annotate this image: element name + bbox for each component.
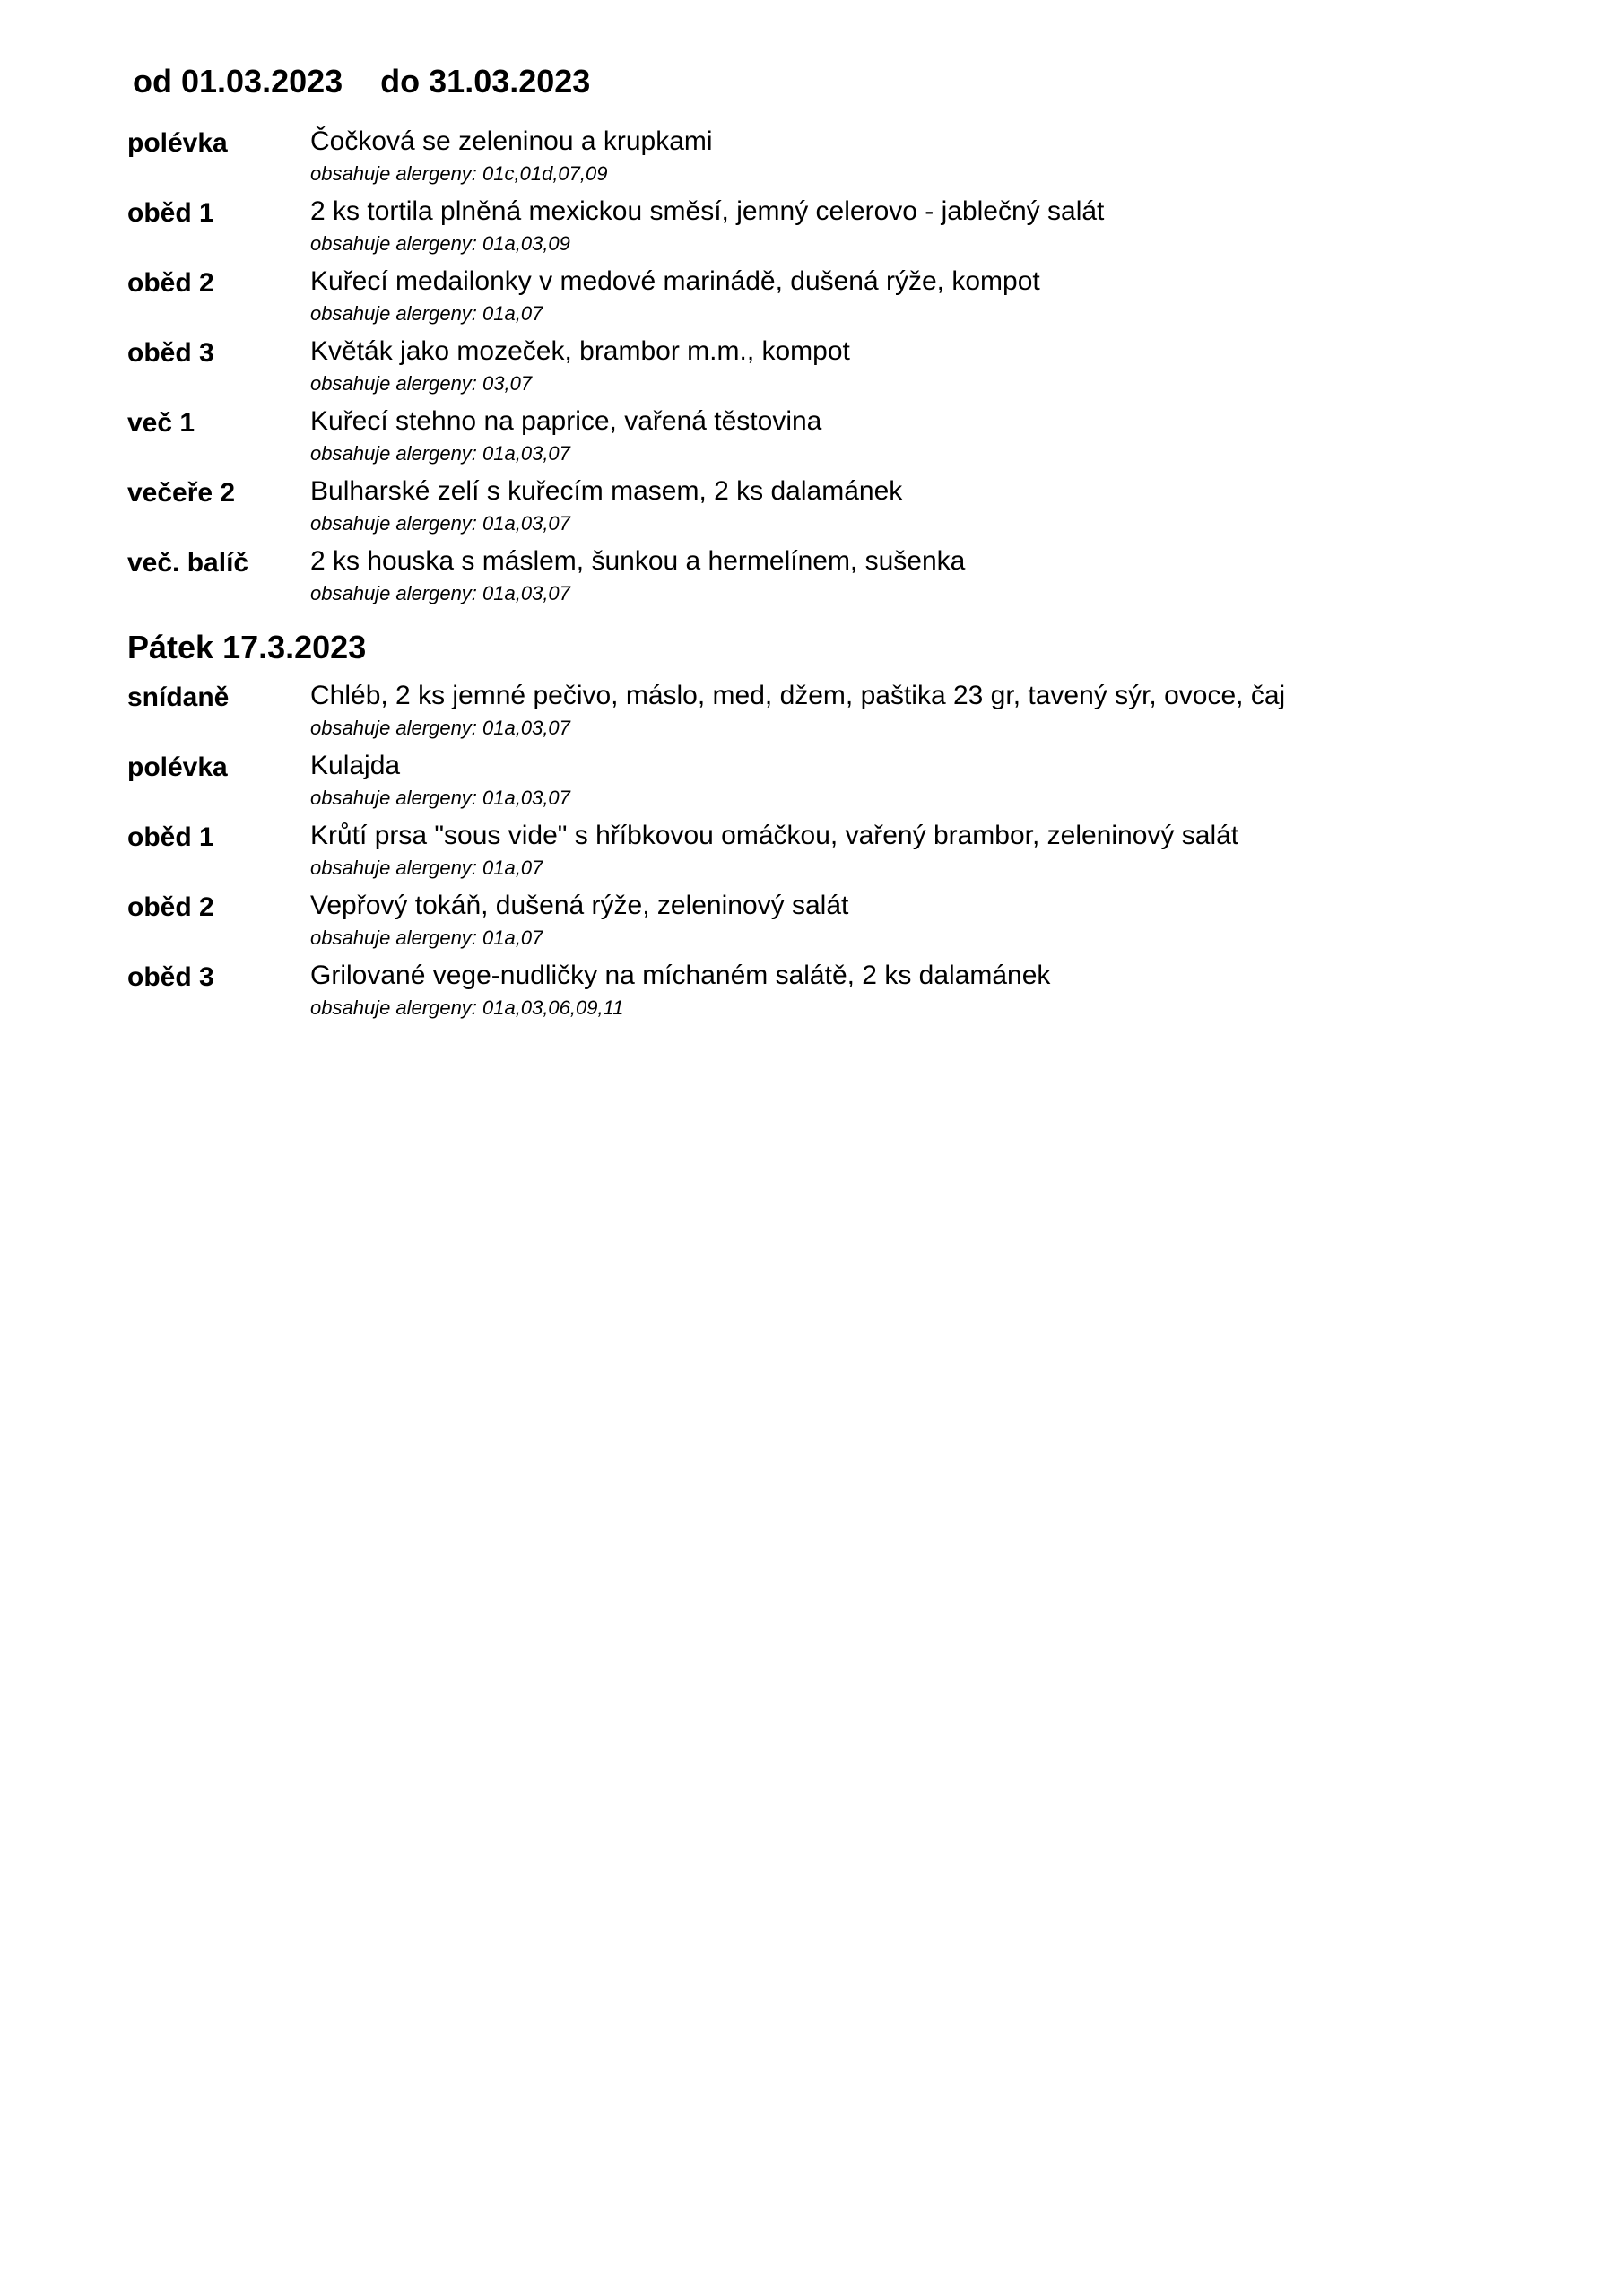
meal-label: oběd 1 — [127, 198, 214, 228]
meal-row — [127, 820, 1526, 890]
meal-label: več 1 — [127, 408, 195, 438]
meal-label: večeře 2 — [127, 478, 236, 508]
meal-label: polévka — [127, 128, 228, 158]
meal-row — [127, 960, 1526, 1030]
day-title: Pátek 17.3.2023 — [127, 629, 367, 665]
meal-allergens: obsahuje alergeny: 03,07 — [310, 372, 533, 395]
meal-row — [127, 890, 1526, 960]
meal-allergens: obsahuje alergeny: 01a,03,07 — [310, 787, 570, 809]
meal-allergens: obsahuje alergeny: 01a,03,07 — [310, 442, 570, 465]
meal-label: snídaně — [127, 683, 230, 712]
meal-label: oběd 2 — [127, 892, 214, 922]
meal-name: Kuřecí medailonky v medové marinádě, dušená rýže, kompot — [310, 266, 1040, 296]
meal-allergens: obsahuje alergeny: 01a,03,06,09,11 — [310, 996, 624, 1019]
meal-allergens: obsahuje alergeny: 01a,07 — [310, 857, 543, 879]
meal-row — [127, 545, 1526, 615]
meal-label: polévka — [127, 752, 228, 782]
meal-name: Kuřecí stehno na paprice, vařená těstovina — [310, 406, 822, 436]
meal-row — [127, 265, 1526, 335]
meal-row — [127, 126, 1526, 196]
meal-row — [127, 680, 1526, 750]
menu-section-monthly — [127, 126, 1526, 615]
meal-name: Kulajda — [310, 751, 401, 780]
meal-name: Květák jako mozeček, brambor m.m., kompot — [310, 336, 850, 366]
meal-name: Chléb, 2 ks jemné pečivo, máslo, med, džem, paštika 23 gr, tavený sýr, ovoce, čaj — [310, 681, 1286, 710]
meal-label: oběd 1 — [127, 822, 214, 852]
meal-allergens: obsahuje alergeny: 01c,01d,07,09 — [310, 162, 608, 185]
meal-allergens: obsahuje alergeny: 01a,03,07 — [310, 717, 570, 739]
meal-row — [127, 405, 1526, 475]
meal-name: 2 ks houska s máslem, šunkou a hermelínem, sušenka — [310, 546, 966, 576]
meal-label: oběd 3 — [127, 962, 214, 992]
meal-name: Vepřový tokáň, dušená rýže, zeleninový salát — [310, 891, 849, 920]
meal-allergens: obsahuje alergeny: 01a,03,09 — [310, 232, 570, 255]
meal-label: oběd 3 — [127, 338, 214, 368]
meal-row — [127, 750, 1526, 820]
date-from: od 01.03.2023 — [133, 63, 343, 100]
meal-allergens: obsahuje alergeny: 01a,03,07 — [310, 582, 570, 604]
meal-name: Grilované vege-nudličky na míchaném salátě, 2 ks dalamánek — [310, 961, 1051, 990]
meal-allergens: obsahuje alergeny: 01a,03,07 — [310, 512, 570, 535]
meal-row — [127, 335, 1526, 405]
date-to: do 31.03.2023 — [380, 63, 591, 100]
meal-allergens: obsahuje alergeny: 01a,07 — [310, 926, 543, 949]
meal-row — [127, 196, 1526, 265]
meal-name: Bulharské zelí s kuřecím masem, 2 ks dalamánek — [310, 476, 903, 506]
menu-section-day — [127, 619, 1526, 1030]
meal-allergens: obsahuje alergeny: 01a,07 — [310, 302, 543, 325]
date-range-header — [133, 63, 590, 100]
meal-name: 2 ks tortila plněná mexickou směsí, jemný celerovo - jablečný salát — [310, 196, 1105, 226]
meal-name: Čočková se zeleninou a krupkami — [310, 126, 713, 156]
meal-label: več. balíč — [127, 548, 249, 578]
meal-name: Krůtí prsa "sous vide" s hříbkovou omáčkou, vařený brambor, zeleninový salát — [310, 821, 1239, 850]
meal-label: oběd 2 — [127, 268, 214, 298]
meal-row — [127, 475, 1526, 545]
